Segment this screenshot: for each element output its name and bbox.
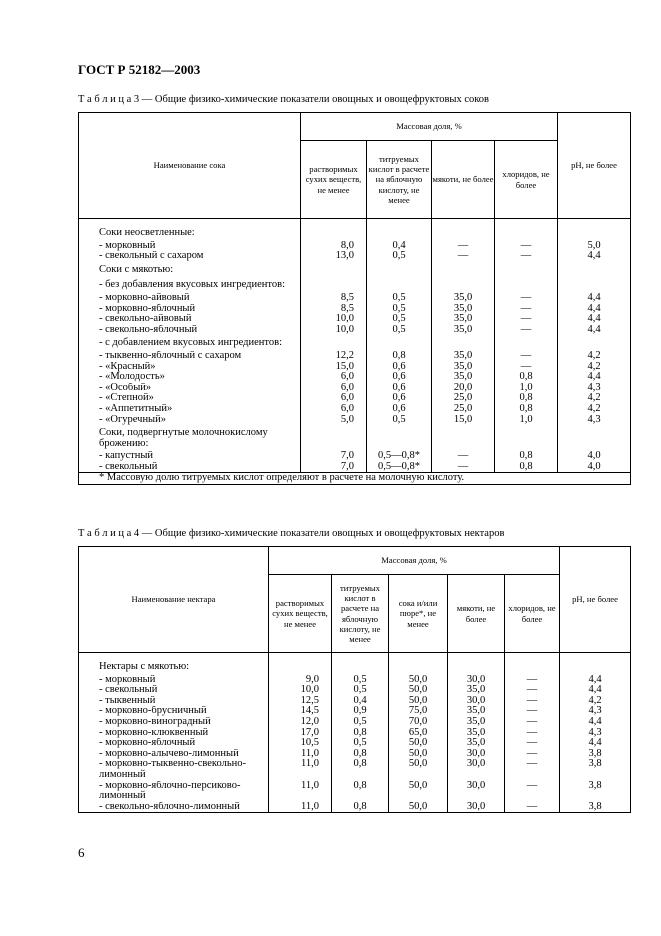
- cell-value: —: [495, 251, 558, 262]
- cell-value: 35,0: [432, 293, 495, 304]
- row-name: - морковный: [79, 241, 301, 252]
- row-name: - морковно-брусничный: [79, 706, 269, 717]
- table-footnote: * Массовую долю титруемых кислот определяют в расчете на молочную кислоту.: [79, 473, 631, 485]
- row-name: - «Особый»: [79, 383, 301, 394]
- row-name: - морковно-виноградный: [79, 717, 269, 728]
- table3-col-name: Наименование сока: [79, 113, 301, 219]
- cell-value: 11,0: [269, 749, 332, 760]
- row-name: - свекольный: [79, 685, 269, 696]
- cell-value: 4,3: [558, 415, 631, 426]
- row-name: - свекольно-айвовый: [79, 314, 301, 325]
- cell-value: 0,5: [367, 314, 432, 325]
- table-row: [79, 241, 631, 252]
- cell-value: —: [505, 749, 560, 760]
- table3: [78, 112, 631, 485]
- table3-col-pulp: мякоти, не более: [432, 141, 495, 219]
- cell-value: —: [495, 314, 558, 325]
- table-row: [79, 262, 631, 278]
- row-name: - свекольно-яблочно-лимонный: [79, 802, 269, 813]
- cell-value: 0,6: [367, 404, 432, 415]
- row-name: - капустный: [79, 451, 301, 462]
- cell-value: —: [432, 451, 495, 462]
- cell-value: —: [505, 717, 560, 728]
- cell-value: 0,5: [332, 675, 389, 686]
- cell-value: —: [505, 696, 560, 707]
- row-name: - морковно-клюквенный: [79, 728, 269, 739]
- cell-value: 0,8: [495, 462, 558, 473]
- cell-value: —: [495, 325, 558, 336]
- cell-value: 3,8: [560, 802, 631, 813]
- table4-col-ph: рН, не более: [560, 547, 631, 653]
- table-row: [79, 425, 631, 451]
- table-row: [79, 685, 631, 696]
- cell-value: 5,0: [301, 415, 367, 426]
- cell-value: 7,0: [301, 451, 367, 462]
- cell-value: 11,0: [269, 802, 332, 813]
- cell-value: —: [505, 706, 560, 717]
- cell-value: —: [495, 241, 558, 252]
- table3-col-ph: рН, не более: [558, 113, 631, 219]
- cell-value: 35,0: [448, 717, 505, 728]
- cell-value: 30,0: [448, 749, 505, 760]
- row-name: - морковно-айвовый: [79, 293, 301, 304]
- table3-col-solids: растворимых сухих веществ, не менее: [301, 141, 367, 219]
- cell-value: 50,0: [389, 738, 448, 749]
- table-row: [79, 314, 631, 325]
- cell-value: 4,4: [558, 304, 631, 315]
- table4-col-pulp: мякоти, не более: [448, 575, 505, 653]
- row-name: - морковно-тыквенно-свекольно-лимонный: [79, 759, 269, 780]
- cell-value: 35,0: [432, 372, 495, 383]
- row-name: - «Аппетитный»: [79, 404, 301, 415]
- cell-value: —: [495, 293, 558, 304]
- table-row: [79, 362, 631, 373]
- cell-value: 0,8: [332, 749, 389, 760]
- cell-value: 4,0: [558, 451, 631, 462]
- cell-value: 10,0: [301, 325, 367, 336]
- row-name: Соки с мякотью:: [79, 262, 301, 278]
- cell-value: 4,4: [558, 372, 631, 383]
- cell-value: 4,0: [558, 462, 631, 473]
- cell-value: 4,4: [560, 675, 631, 686]
- cell-value: 1,0: [495, 415, 558, 426]
- cell-value: 50,0: [389, 685, 448, 696]
- cell-value: 0,8: [332, 781, 389, 802]
- cell-value: 0,5: [367, 415, 432, 426]
- cell-value: 7,0: [301, 462, 367, 473]
- cell-value: 0,6: [367, 383, 432, 394]
- row-name: - свекольно-яблочный: [79, 325, 301, 336]
- cell-value: 4,4: [558, 325, 631, 336]
- cell-value: 0,6: [367, 372, 432, 383]
- cell-value: 0,8: [367, 351, 432, 362]
- cell-value: —: [505, 802, 560, 813]
- cell-value: 6,0: [301, 393, 367, 404]
- table4-group-header: Массовая доля, %: [269, 547, 560, 575]
- cell-value: —: [505, 675, 560, 686]
- cell-value: 10,0: [269, 685, 332, 696]
- cell-value: 0,5: [367, 304, 432, 315]
- cell-value: 3,8: [560, 781, 631, 802]
- row-name: - с добавлением вкусовых ингредиентов:: [79, 335, 301, 351]
- cell-value: 35,0: [448, 685, 505, 696]
- cell-value: 65,0: [389, 728, 448, 739]
- row-name: Нектары с мякотью:: [79, 659, 269, 675]
- cell-value: 50,0: [389, 675, 448, 686]
- cell-value: 12,5: [269, 696, 332, 707]
- table-row: [79, 383, 631, 394]
- table4: [78, 546, 631, 813]
- table-row: [79, 781, 631, 802]
- cell-value: 0,6: [367, 393, 432, 404]
- cell-value: 50,0: [389, 802, 448, 813]
- table-row: [79, 759, 631, 780]
- cell-value: 4,2: [558, 351, 631, 362]
- cell-value: 35,0: [432, 314, 495, 325]
- cell-value: 75,0: [389, 706, 448, 717]
- cell-value: 4,2: [560, 696, 631, 707]
- cell-value: 3,8: [560, 749, 631, 760]
- cell-value: 15,0: [432, 415, 495, 426]
- cell-value: 0,4: [332, 696, 389, 707]
- cell-value: —: [432, 462, 495, 473]
- cell-value: 13,0: [301, 251, 367, 262]
- cell-value: 3,8: [560, 759, 631, 780]
- table-row: [79, 335, 631, 351]
- cell-value: 15,0: [301, 362, 367, 373]
- row-name: - морковный: [79, 675, 269, 686]
- cell-value: 4,3: [560, 728, 631, 739]
- cell-value: 4,2: [558, 404, 631, 415]
- cell-value: 8,5: [301, 304, 367, 315]
- cell-value: 8,5: [301, 293, 367, 304]
- cell-value: 4,4: [560, 738, 631, 749]
- row-name: - свекольный: [79, 462, 301, 473]
- row-name: - морковно-яблочный: [79, 304, 301, 315]
- cell-value: 0,5: [367, 293, 432, 304]
- cell-value: —: [505, 728, 560, 739]
- cell-value: —: [505, 738, 560, 749]
- table-row: [79, 351, 631, 362]
- cell-value: 6,0: [301, 372, 367, 383]
- cell-value: —: [432, 251, 495, 262]
- row-name: Соки неосветленные:: [79, 225, 301, 241]
- cell-value: 0,5: [367, 325, 432, 336]
- table3-caption: Т а б л и ц а 3 — Общие физико-химические показатели овощных и овощефруктовых соков: [78, 94, 490, 105]
- table3-col-acids: титруемых кислот в расчете на яблочную кислоту, не менее: [367, 141, 432, 219]
- cell-value: 11,0: [269, 759, 332, 780]
- cell-value: 50,0: [389, 696, 448, 707]
- table-row: [79, 706, 631, 717]
- cell-value: 14,5: [269, 706, 332, 717]
- cell-value: 12,2: [301, 351, 367, 362]
- cell-value: —: [495, 304, 558, 315]
- cell-value: 0,5—0,8*: [367, 451, 432, 462]
- cell-value: 4,4: [560, 685, 631, 696]
- cell-value: 6,0: [301, 383, 367, 394]
- cell-value: 35,0: [448, 706, 505, 717]
- row-name: - без добавления вкусовых ингредиентов:: [79, 277, 301, 293]
- cell-value: 0,4: [367, 241, 432, 252]
- table4-col-name: Наименование нектара: [79, 547, 269, 653]
- row-name: - свекольный с сахаром: [79, 251, 301, 262]
- table3-col-chlorides: хлоридов, не более: [495, 141, 558, 219]
- cell-value: 50,0: [389, 759, 448, 780]
- cell-value: 10,5: [269, 738, 332, 749]
- cell-value: 35,0: [432, 304, 495, 315]
- cell-value: 4,4: [560, 717, 631, 728]
- table-row: [79, 659, 631, 675]
- cell-value: 0,5: [332, 717, 389, 728]
- cell-value: 50,0: [389, 749, 448, 760]
- cell-value: 0,5: [367, 251, 432, 262]
- table4-col-juice: сока и/или пюре*, не менее: [389, 575, 448, 653]
- table-row: [79, 415, 631, 426]
- cell-value: 0,8: [495, 372, 558, 383]
- cell-value: 25,0: [432, 404, 495, 415]
- cell-value: 0,9: [332, 706, 389, 717]
- row-name: - тыквенно-яблочный с сахаром: [79, 351, 301, 362]
- cell-value: 9,0: [269, 675, 332, 686]
- table-row: [79, 304, 631, 315]
- table-row: [79, 802, 631, 813]
- table-row: [79, 696, 631, 707]
- cell-value: 0,5—0,8*: [367, 462, 432, 473]
- table-row: [79, 293, 631, 304]
- cell-value: 4,3: [560, 706, 631, 717]
- cell-value: 50,0: [389, 781, 448, 802]
- cell-value: 4,4: [558, 314, 631, 325]
- table4-col-acids: титруемых кислот в расчете на яблочную кислоту, не менее: [332, 575, 389, 653]
- page-number: 6: [78, 845, 85, 860]
- table-row: [79, 749, 631, 760]
- cell-value: 4,2: [558, 362, 631, 373]
- table-row: [79, 372, 631, 383]
- cell-value: 35,0: [432, 362, 495, 373]
- row-name: - тыквенный: [79, 696, 269, 707]
- table4-col-solids: растворимых сухих веществ, не менее: [269, 575, 332, 653]
- row-name: - морковно-яблочно-персиково-лимонный: [79, 781, 269, 802]
- cell-value: 0,5: [332, 738, 389, 749]
- cell-value: 0,8: [495, 451, 558, 462]
- table-row: [79, 251, 631, 262]
- cell-value: 1,0: [495, 383, 558, 394]
- cell-value: 11,0: [269, 781, 332, 802]
- cell-value: 4,4: [558, 293, 631, 304]
- table-row: [79, 225, 631, 241]
- row-name: - «Огуречный»: [79, 415, 301, 426]
- table-row: [79, 451, 631, 462]
- document-header: ГОСТ Р 52182—2003: [78, 62, 201, 77]
- cell-value: —: [505, 685, 560, 696]
- cell-value: 0,6: [367, 362, 432, 373]
- table-row: [79, 728, 631, 739]
- table-row: [79, 393, 631, 404]
- cell-value: 0,8: [495, 393, 558, 404]
- cell-value: 0,8: [332, 759, 389, 780]
- cell-value: 35,0: [432, 351, 495, 362]
- row-name: - «Степной»: [79, 393, 301, 404]
- table-row: [79, 325, 631, 336]
- table3-group-header: Массовая доля, %: [301, 113, 558, 141]
- table4-caption: Т а б л и ц а 4 — Общие физико-химические показатели овощных и овощефруктовых нектаров: [78, 528, 505, 539]
- row-name: Соки, подвергнутые молочнокислому брожению:: [79, 425, 301, 451]
- cell-value: 0,8: [332, 802, 389, 813]
- cell-value: 30,0: [448, 802, 505, 813]
- row-name: - «Красный»: [79, 362, 301, 373]
- cell-value: 0,8: [495, 404, 558, 415]
- cell-value: —: [495, 362, 558, 373]
- cell-value: 4,4: [558, 251, 631, 262]
- cell-value: —: [505, 759, 560, 780]
- cell-value: 35,0: [448, 728, 505, 739]
- cell-value: 20,0: [432, 383, 495, 394]
- row-name: - «Молодость»: [79, 372, 301, 383]
- cell-value: 10,0: [301, 314, 367, 325]
- table-row: [79, 404, 631, 415]
- cell-value: 35,0: [432, 325, 495, 336]
- cell-value: 30,0: [448, 675, 505, 686]
- cell-value: 35,0: [448, 738, 505, 749]
- cell-value: 4,3: [558, 383, 631, 394]
- cell-value: 8,0: [301, 241, 367, 252]
- row-name: - морковно-яблочный: [79, 738, 269, 749]
- cell-value: 30,0: [448, 759, 505, 780]
- cell-value: —: [495, 351, 558, 362]
- cell-value: 30,0: [448, 696, 505, 707]
- table-row: [79, 675, 631, 686]
- cell-value: 6,0: [301, 404, 367, 415]
- table-row: [79, 462, 631, 473]
- cell-value: 17,0: [269, 728, 332, 739]
- cell-value: 30,0: [448, 781, 505, 802]
- cell-value: 12,0: [269, 717, 332, 728]
- cell-value: 5,0: [558, 241, 631, 252]
- table-row: [79, 738, 631, 749]
- cell-value: —: [432, 241, 495, 252]
- cell-value: 4,2: [558, 393, 631, 404]
- cell-value: 0,5: [332, 685, 389, 696]
- cell-value: 70,0: [389, 717, 448, 728]
- table-row: [79, 277, 631, 293]
- row-name: - морковно-алычево-лимонный: [79, 749, 269, 760]
- cell-value: 25,0: [432, 393, 495, 404]
- table4-col-chlorides: хлоридов, не более: [505, 575, 560, 653]
- table-row: [79, 717, 631, 728]
- cell-value: 0,8: [332, 728, 389, 739]
- cell-value: —: [505, 781, 560, 802]
